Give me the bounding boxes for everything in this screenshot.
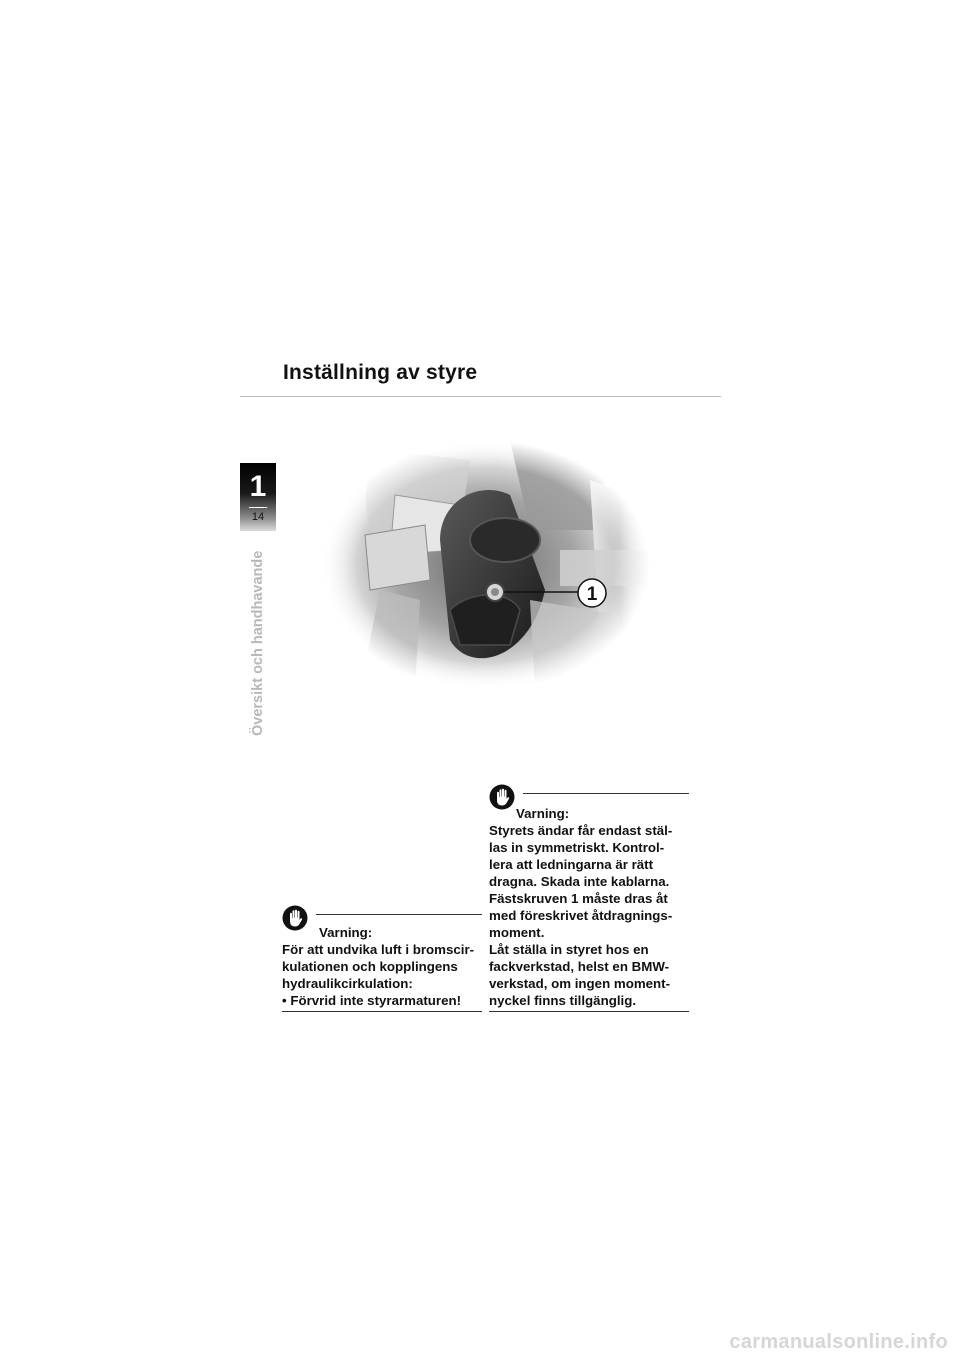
chapter-tab [240,463,276,531]
chapter-divider [249,507,267,508]
warning-box-2 [489,784,689,1014]
hand-stop-icon [489,784,515,810]
page-title: Inställning av styre [283,361,478,384]
warning-heading: Varning: [516,806,570,821]
page-number: 14 [251,511,265,523]
warning-box-1 [282,905,482,1015]
callout-label: 1 [586,584,598,605]
handlebar-photo [320,440,650,690]
chapter-number: 1 [249,470,267,503]
chapter-side-title: Översikt och handhavande [250,551,266,737]
warning-text: För att undvika luft i bromscir- kulationen och kopplingens hydraulikcirkulation: • Förvrid inte styrarmaturen! [282,942,475,1008]
title-divider [240,396,721,397]
warning-heading: Varning: [319,925,373,940]
warning-bottom-rule [282,1011,482,1012]
watermark: carmanualsonline.info [729,1331,948,1353]
warning-top-rule [316,914,482,915]
hand-stop-icon [282,905,308,931]
warning-text: Styrets ändar får endast stäl- las in symmetriskt. Kontrol- lera att ledningarna är rätt dragna. Skada inte kablarna. Fästskruven 1 måste dras åt med föreskrivet åtdragnings- moment. Låt ställa in styret hos en fackverkstad, helst en BMW- verkstad, om ingen moment- nyckel finns tillgänglig. [489,823,673,1008]
warning-top-rule [523,793,689,794]
warning-bottom-rule [489,1011,689,1012]
